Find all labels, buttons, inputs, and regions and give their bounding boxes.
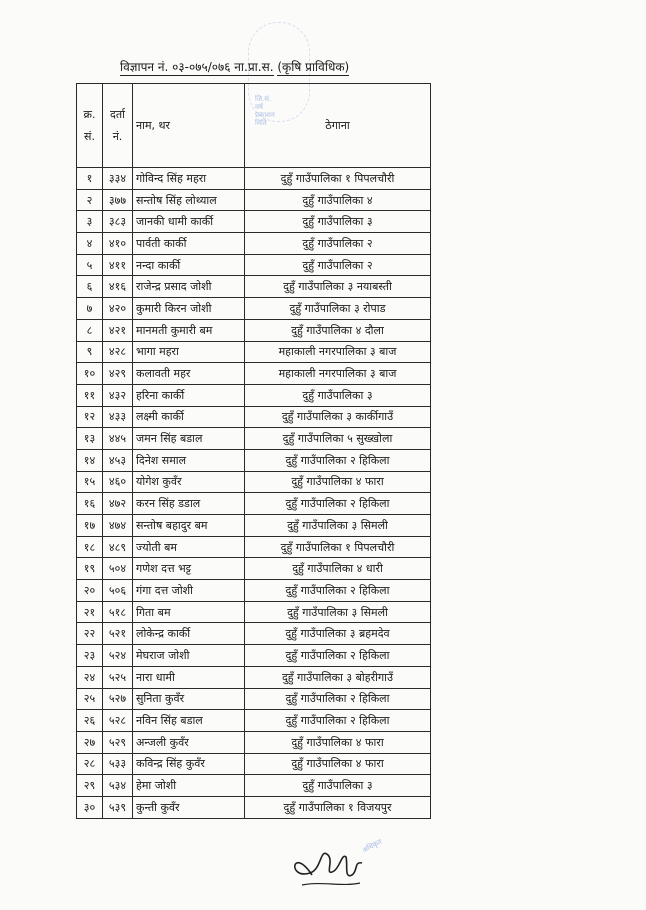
name-cell: जमन सिंह बडाल [133, 428, 245, 450]
table-row [77, 363, 431, 385]
serial-cell: ७ [77, 298, 103, 320]
serial-cell: ९ [77, 341, 103, 363]
serial-cell: २५ [77, 688, 103, 710]
serial-cell: १४ [77, 449, 103, 471]
serial-cell: ४ [77, 233, 103, 255]
name-cell: ज्योती बम [133, 536, 245, 558]
stamp-line: जि.सं. [255, 95, 272, 103]
address-cell: दुहुँ गाउँपालिका ४ फारा [245, 471, 431, 493]
name-cell: कुमारी किरन जोशी [133, 298, 245, 320]
header-name: नाम, थर [133, 84, 245, 168]
header-registration-line: नं. [112, 129, 123, 143]
table-row [77, 558, 431, 580]
table-row [77, 666, 431, 688]
table-row [77, 515, 431, 537]
table-row [77, 796, 431, 818]
address-cell: दुहुँ गाउँपालिका १ पिपलचौरी [245, 168, 431, 190]
table-row [77, 406, 431, 428]
serial-cell: २९ [77, 775, 103, 797]
address-cell: दुहुँ गाउँपालिका २ हिकिला [245, 580, 431, 602]
serial-cell: २८ [77, 753, 103, 775]
serial-cell: ३ [77, 211, 103, 233]
registration-cell: ४२० [103, 298, 133, 320]
name-cell: करन सिंह डडाल [133, 493, 245, 515]
registration-cell: ५१८ [103, 601, 133, 623]
serial-cell: ३० [77, 796, 103, 818]
table-row [77, 753, 431, 775]
name-cell: अन्जली कुवँर [133, 731, 245, 753]
title-prefix: विज्ञापन नं. ०३-०७५/०७६ ना.प्रा.स. [120, 60, 274, 74]
address-cell: दुहुँ गाउँपालिका १ पिपलचौरी [245, 536, 431, 558]
registration-cell: ५२९ [103, 731, 133, 753]
registration-cell: ४६० [103, 471, 133, 493]
serial-cell: १८ [77, 536, 103, 558]
serial-cell: १६ [77, 493, 103, 515]
address-cell: दुहुँ गाउँपालिका २ हिकिला [245, 493, 431, 515]
name-cell: गणेश दत्त भट्ट [133, 558, 245, 580]
table-row [77, 428, 431, 450]
name-cell: नारा धामी [133, 666, 245, 688]
table-row [77, 384, 431, 406]
address-cell: दुहुँ गाउँपालिका ४ धारी [245, 558, 431, 580]
serial-cell: ६ [77, 276, 103, 298]
registration-cell: ४१६ [103, 276, 133, 298]
address-cell: दुहुँ गाउँपालिका ३ [245, 775, 431, 797]
name-cell: नविन सिंह बडाल [133, 710, 245, 732]
name-cell: गंगा दत्त जोशी [133, 580, 245, 602]
registration-cell: ४२८ [103, 341, 133, 363]
table-row [77, 580, 431, 602]
header-registration-line: दर्ता [110, 107, 125, 121]
registration-cell: ४५३ [103, 449, 133, 471]
registration-cell: ४७२ [103, 493, 133, 515]
signature-stamp: अधिकृत [361, 837, 384, 855]
address-cell: दुहुँ गाउँपालिका १ विजयपुर [245, 796, 431, 818]
table-row [77, 189, 431, 211]
address-cell: दुहुँ गाउँपालिका २ [245, 233, 431, 255]
address-cell: दुहुँ गाउँपालिका ३ सिमली [245, 601, 431, 623]
registration-cell: ४२९ [103, 363, 133, 385]
header-address: ठेगाना [245, 84, 431, 168]
address-cell: दुहुँ गाउँपालिका २ हिकिला [245, 710, 431, 732]
address-cell: दुहुँ गाउँपालिका ३ [245, 384, 431, 406]
table-row [77, 168, 431, 190]
title-suffix: (कृषि प्राविधिक) [277, 60, 350, 74]
address-cell: दुहुँ गाउँपालिका ४ फारा [245, 731, 431, 753]
table-row [77, 341, 431, 363]
registration-cell: ४८९ [103, 536, 133, 558]
header-serial-line: सं. [84, 129, 95, 143]
name-cell: कुन्ती कुवँर [133, 796, 245, 818]
name-cell: कविन्द्र सिंह कुवँर [133, 753, 245, 775]
registration-cell: ५०४ [103, 558, 133, 580]
table-row [77, 623, 431, 645]
serial-cell: १० [77, 363, 103, 385]
table-header-row [77, 84, 431, 168]
stamp-line: प्रकाशन [255, 111, 275, 119]
serial-cell: २४ [77, 666, 103, 688]
registration-cell: ५३४ [103, 775, 133, 797]
name-cell: जानकी धामी कार्की [133, 211, 245, 233]
name-cell: कलावती महर [133, 363, 245, 385]
table-row [77, 775, 431, 797]
serial-cell: १७ [77, 515, 103, 537]
registration-cell: ४३२ [103, 384, 133, 406]
registration-cell: ३३४ [103, 168, 133, 190]
name-cell: दिनेश समाल [133, 449, 245, 471]
name-cell: सन्तोष सिंह लोथ्याल [133, 189, 245, 211]
applicant-table [76, 83, 431, 819]
table-row [77, 493, 431, 515]
name-cell: राजेन्द्र प्रसाद जोशी [133, 276, 245, 298]
address-cell: दुहुँ गाउँपालिका ३ रोपाड [245, 298, 431, 320]
address-cell: दुहुँ गाउँपालिका ३ बोहरीगाउँ [245, 666, 431, 688]
address-cell: दुहुँ गाउँपालिका २ हिकिला [245, 645, 431, 667]
address-cell: दुहुँ गाउँपालिका ४ [245, 189, 431, 211]
name-cell: नन्दा कार्की [133, 254, 245, 276]
name-cell: भागा महरा [133, 341, 245, 363]
registration-cell: ४३३ [103, 406, 133, 428]
registration-cell: ५२४ [103, 645, 133, 667]
serial-cell: १३ [77, 428, 103, 450]
registration-cell: ५२७ [103, 688, 133, 710]
registration-cell: ४११ [103, 254, 133, 276]
registration-cell: ५३९ [103, 796, 133, 818]
address-cell: दुहुँ गाउँपालिका २ [245, 254, 431, 276]
registration-cell: ५२५ [103, 666, 133, 688]
registration-cell: ४४५ [103, 428, 133, 450]
stamp-line: मिति [255, 119, 267, 127]
name-cell: योगेश कुवँर [133, 471, 245, 493]
header-serial [77, 84, 103, 168]
table-row [77, 298, 431, 320]
registration-cell: ४७४ [103, 515, 133, 537]
registration-cell: ५२८ [103, 710, 133, 732]
name-cell: मानमती कुमारी बम [133, 319, 245, 341]
table-row [77, 710, 431, 732]
name-cell: पार्वती कार्की [133, 233, 245, 255]
serial-cell: ११ [77, 384, 103, 406]
table-row [77, 471, 431, 493]
name-cell: हेमा जोशी [133, 775, 245, 797]
registration-cell: ५०६ [103, 580, 133, 602]
address-cell: दुहुँ गाउँपालिका ४ दौला [245, 319, 431, 341]
serial-cell: ८ [77, 319, 103, 341]
name-cell: लक्ष्मी कार्की [133, 406, 245, 428]
address-cell: दुहुँ गाउँपालिका ३ [245, 211, 431, 233]
registration-cell: ३७७ [103, 189, 133, 211]
address-cell: दुहुँ गाउँपालिका २ हिकिला [245, 449, 431, 471]
name-cell: मेघराज जोशी [133, 645, 245, 667]
registration-cell: ४१० [103, 233, 133, 255]
name-cell: लोकेन्द्र कार्की [133, 623, 245, 645]
table-row [77, 449, 431, 471]
serial-cell: १९ [77, 558, 103, 580]
table-row [77, 536, 431, 558]
registration-cell: ५३३ [103, 753, 133, 775]
name-cell: गोविन्द सिंह महरा [133, 168, 245, 190]
header-serial-line: क्र. [83, 107, 96, 121]
header-registration [103, 84, 133, 168]
address-cell: दुहुँ गाउँपालिका ४ फारा [245, 753, 431, 775]
address-cell: महाकाली नगरपालिका ३ बाज [245, 363, 431, 385]
address-cell: दुहुँ गाउँपालिका ३ सिमली [245, 515, 431, 537]
address-cell: दुहुँ गाउँपालिका ३ नयाबस्ती [245, 276, 431, 298]
name-cell: सुनिता कुवँर [133, 688, 245, 710]
table-row [77, 254, 431, 276]
table-row [77, 211, 431, 233]
table-row [77, 688, 431, 710]
table-row [77, 276, 431, 298]
serial-cell: २० [77, 580, 103, 602]
table-row [77, 645, 431, 667]
address-cell: दुहुँ गाउँपालिका ५ सुख्खोला [245, 428, 431, 450]
name-cell: सन्तोष बहादुर बम [133, 515, 245, 537]
address-cell: महाकाली नगरपालिका ३ बाज [245, 341, 431, 363]
registration-cell: ५२१ [103, 623, 133, 645]
serial-cell: २१ [77, 601, 103, 623]
document-title [120, 58, 520, 75]
address-cell: दुहुँ गाउँपालिका २ हिकिला [245, 688, 431, 710]
name-cell: हरिना कार्की [133, 384, 245, 406]
serial-cell: २२ [77, 623, 103, 645]
serial-cell: १२ [77, 406, 103, 428]
serial-cell: २६ [77, 710, 103, 732]
serial-cell: ५ [77, 254, 103, 276]
stamp-line: वर्ष [255, 103, 263, 111]
registration-cell: ४२१ [103, 319, 133, 341]
serial-cell: १ [77, 168, 103, 190]
registration-cell: ३८३ [103, 211, 133, 233]
serial-cell: २७ [77, 731, 103, 753]
address-cell: दुहुँ गाउँपालिका ३ कार्कीगाउँ [245, 406, 431, 428]
serial-cell: १५ [77, 471, 103, 493]
address-cell: दुहुँ गाउँपालिका ३ ब्रहमदेव [245, 623, 431, 645]
table-row [77, 319, 431, 341]
table-row [77, 233, 431, 255]
serial-cell: २ [77, 189, 103, 211]
name-cell: गिता बम [133, 601, 245, 623]
table-row [77, 731, 431, 753]
serial-cell: २३ [77, 645, 103, 667]
table-row [77, 601, 431, 623]
